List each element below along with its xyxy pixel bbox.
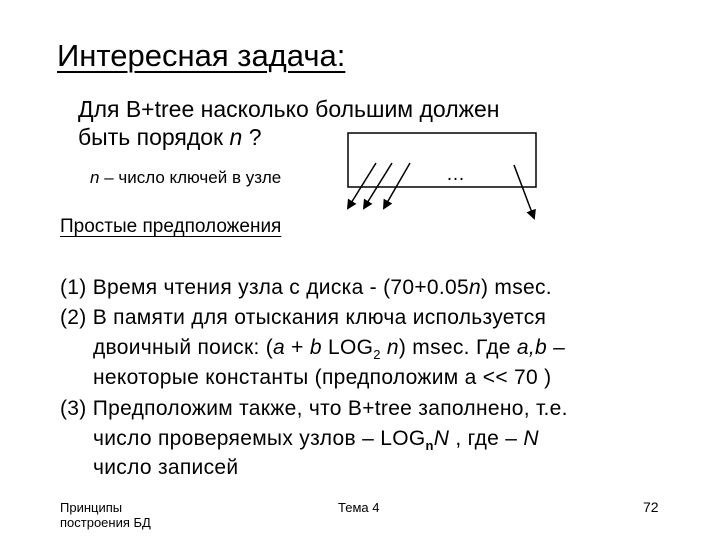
assumption-2-line-3: некоторые константы (предположим a << 70 ) [93,366,552,389]
assumption-2-line-2: двоичный поиск: (a + b $LOG_2$ n) msec. Где a,b – [93,336,566,362]
keys-note: n – число ключей в узле [90,168,282,187]
pointer-arrow-4 [514,165,534,218]
footer-left-line-1: Принципы [60,500,123,515]
question-line-2: быть порядок n ? [78,124,262,150]
footer-center: Тема 4 [338,500,380,515]
question-line-1: Для B+tree насколько большим должен [78,96,500,122]
assumption-2-line-1: (2) В памяти для отыскания ключа используется [60,306,547,329]
page-number: 72 [643,499,659,515]
assumption-1: (1) Время чтения узла с диска - (70+0.05n) msec. [60,276,552,299]
assumption-3-line-3: число записей [93,456,239,479]
node-box [348,133,536,187]
pointer-arrow-1 [348,163,376,208]
assumption-3-line-1: (3) Предположим также, что B+tree заполнено, т.е. [60,397,568,420]
assumption-3-line-2: число проверяемых узлов – $LOG_nN$ , где – N [93,427,539,453]
footer-left-line-2: построения БД [60,515,151,530]
node-ellipsis: … [446,164,465,185]
assumptions-heading: Простые предположения [60,216,282,237]
slide-title: Интересная задача: [57,38,346,73]
